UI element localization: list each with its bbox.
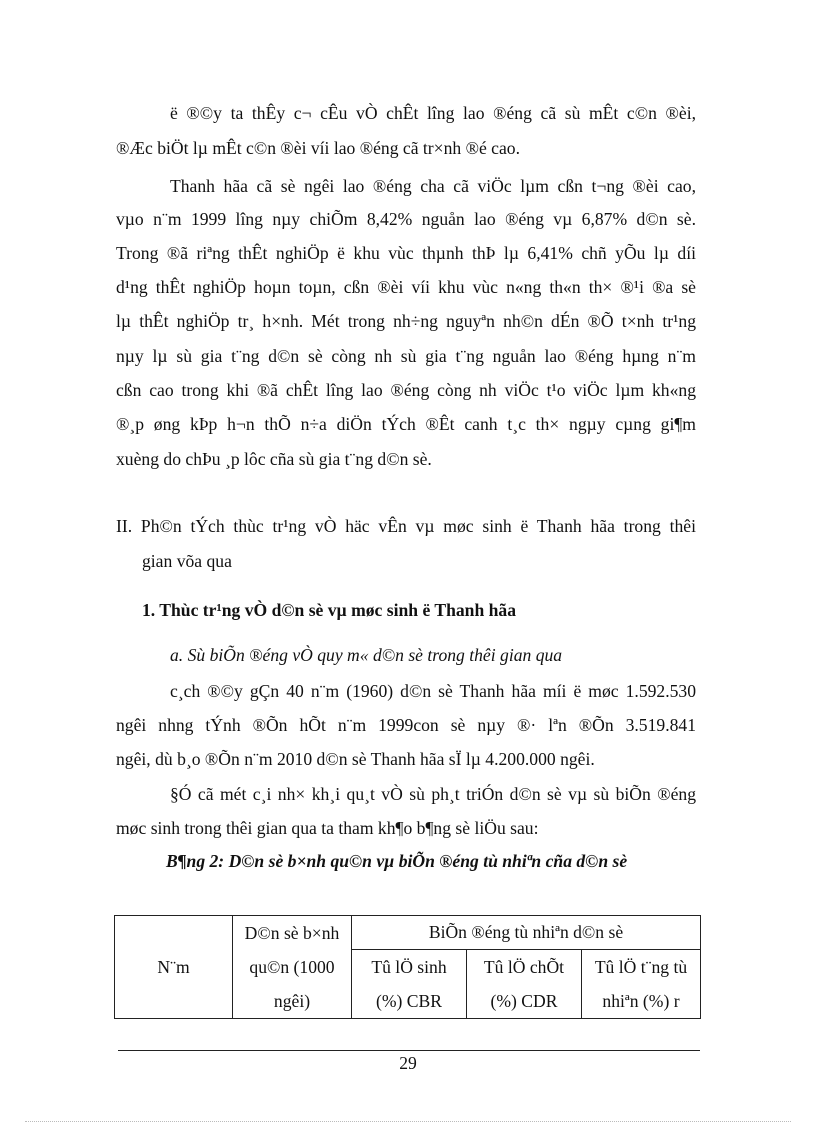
page-edge-dotted-line <box>25 1121 791 1122</box>
cdr-line-2: (%) CDR <box>490 991 558 1011</box>
section-heading-line-1: II. Ph©n tÝch thùc tr¹ng vÒ häc vÊn vµ møc sinh ë Thanh hãa trong thêi <box>116 516 696 536</box>
paragraph-2-line-1: Thanh hãa cã sè ngêi lao ®éng cha cã viÖc lµm cßn t¬ng ®èi cao, <box>170 176 696 196</box>
pop-header-line-3: ngêi) <box>273 991 311 1011</box>
subheading: 1. Thùc tr¹ng vÒ d©n sè vµ møc sinh ë Thanh hãa <box>142 600 517 620</box>
paragraph-3-line-2: ngêi nhng tÝnh ®Õn hÕt n¨m 1999con sè nµy ®· lªn ®Õn 3.519.841 <box>116 715 696 735</box>
section-heading-line-2: gian võa qua <box>142 551 232 571</box>
cbr-line-2: (%) CBR <box>376 991 442 1011</box>
table-header-cdr <box>467 950 582 1019</box>
subsubheading: a. Sù biÕn ®éng vÒ quy m« d©n sè trong thêi gian qua <box>170 645 563 665</box>
table-header-year: N¨m <box>115 916 233 1019</box>
pop-header-line-1: D©n sè b×nh <box>244 923 340 943</box>
paragraph-2-line-8: ®¸p øng kÞp h¬n thÕ n÷a diÖn tÝch ®Êt canh t¸c th× ngµy cµng gi¶m <box>116 414 696 434</box>
paragraph-2-line-5: lµ thÊt nghiÖp tr¸ h×nh. Mét trong nh÷ng nguyªn nh©n dÉn ®Õ t×nh tr¹ng <box>116 311 696 331</box>
table-header-r <box>582 950 701 1019</box>
paragraph-4-line-1: §Ó cã mét c¸i nh× kh¸i qu¸t vÒ sù ph¸t triÓn d©n sè vµ sù biÕn ®éng <box>170 784 696 804</box>
r-line-2: nhiªn (%) r <box>602 991 680 1011</box>
paragraph-2-line-3: Trong ®ã riªng thÊt nghiÖp ë khu vùc thµnh thÞ lµ 6,41% chñ yÕu lµ díi <box>116 243 696 263</box>
page-number: 29 <box>399 1053 417 1073</box>
table-header-cbr <box>352 950 467 1019</box>
pop-header-line-2: qu©n (1000 <box>249 957 335 977</box>
paragraph-2-line-4: d¹ng thÊt nghiÖp hoµn toµn, cßn ®èi víi khu vùc n«ng th«n th× ®¹i ®a sè <box>116 277 696 297</box>
paragraph-2-line-7: cßn cao trong khi ®ã chÊt lîng lao ®éng còng nh viÖc t¹o viÖc lµm kh«ng <box>116 380 696 400</box>
table-header-natural-change: BiÕn ®éng tù nhiªn d©n sè <box>352 916 701 950</box>
footer-rule <box>118 1050 700 1051</box>
population-table <box>114 915 701 1019</box>
cdr-line-1: Tû lÖ chÕt <box>483 957 565 977</box>
table-header-population <box>233 916 352 1019</box>
paragraph-1-line-1: ë ®©y ta thÊy c¬ cÊu vÒ chÊt lîng lao ®éng cã sù mÊt c©n ®èi, <box>170 103 696 123</box>
r-line-1: Tû lÖ t¨ng tù <box>594 957 688 977</box>
paragraph-2-line-2: vµo n¨m 1999 lîng nµy chiÕm 8,42% nguån lao ®éng vµ 6,87% d©n sè. <box>116 209 696 229</box>
paragraph-2-line-6: nµy lµ sù gia t¨ng d©n sè còng nh sù gia t¨ng nguån lao ®éng hµng n¨m <box>116 346 696 366</box>
paragraph-3-line-3: ngêi, dù b¸o ®Õn n¨m 2010 d©n sè Thanh hãa sÏ lµ 4.200.000 ngêi. <box>116 749 595 769</box>
paragraph-4-line-2: møc sinh trong thêi gian qua ta tham kh¶o b¶ng sè liÖu sau: <box>116 818 539 838</box>
paragraph-2-line-9: xuèng do chÞu ¸p lôc cña sù gia t¨ng d©n sè. <box>116 449 432 469</box>
table-caption: B¶ng 2: D©n sè b×nh qu©n vµ biÕn ®éng tù nhiªn cña d©n sè <box>166 851 628 871</box>
paragraph-3-line-1: c¸ch ®©y gÇn 40 n¨m (1960) d©n sè Thanh hãa míi ë møc 1.592.530 <box>170 681 696 701</box>
paragraph-1-line-2: ®Æc biÖt lµ mÊt c©n ®èi víi lao ®éng cã tr×nh ®é cao. <box>116 138 520 158</box>
cbr-line-1: Tû lÖ sinh <box>371 957 447 977</box>
